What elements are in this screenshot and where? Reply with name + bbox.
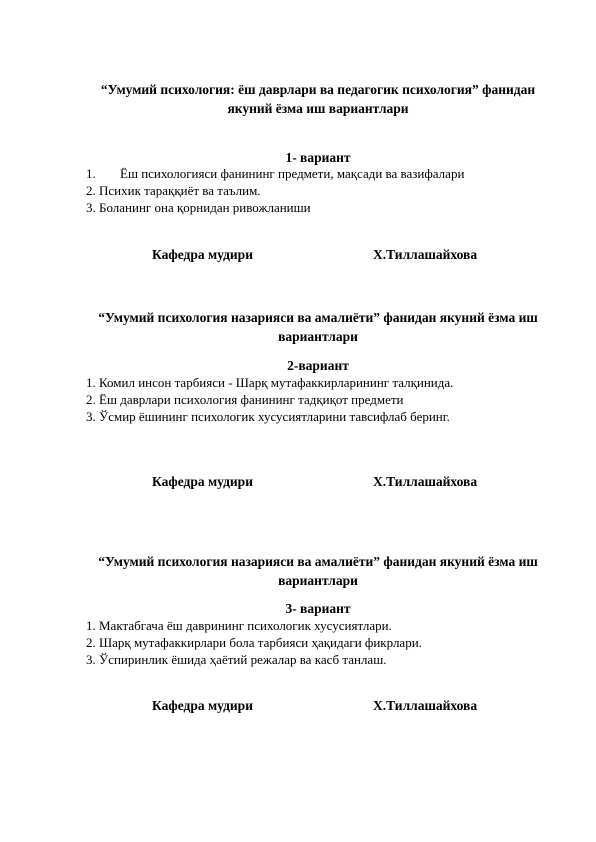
item-number: 2. — [86, 392, 96, 407]
item-text: Шарқ мутафаккирлари бола тарбияси ҳақидаги фикрлари. — [99, 635, 422, 650]
section-1-signature-name: Х.Тиллашайхова — [373, 247, 478, 262]
section-3-heading: 3- вариант — [285, 601, 351, 616]
item-number: 3. — [86, 200, 96, 215]
section-1-title: “Умумий психология: ёш даврлари ва педагогик психология” фанидан якуний ёзма иш вариантлари — [100, 82, 536, 116]
item-number: 1. — [86, 375, 96, 390]
section-1-item-1 — [86, 166, 566, 182]
item-text: Ўсмир ёшининг психологик хусусиятларини тавсифлаб беринг. — [99, 409, 450, 424]
item-text: Боланинг она қорнидан ривожланиши — [99, 200, 311, 215]
section-2-heading: 2-вариант — [287, 358, 349, 373]
section-2-signature-role: Кафедра мудири — [152, 474, 253, 489]
section-3-signature-name: Х.Тиллашайхова — [373, 698, 478, 713]
item-number: 3. — [86, 652, 96, 667]
section-3-item-3 — [86, 652, 566, 668]
section-2-item-3 — [86, 409, 566, 425]
item-number: 3. — [86, 409, 96, 424]
section-3-title: “Умумий психология назарияси ва амалиёти” фанидан якуний ёзма иш вариантлари — [98, 554, 538, 588]
item-number: 1. — [86, 166, 96, 181]
section-1-signature-role: Кафедра мудири — [152, 247, 253, 262]
item-text: Ёш даврлари психология фанининг тадқиқот предмети — [99, 392, 404, 407]
item-text: Мактабгача ёш даврининг психологик хусусиятлари. — [99, 618, 392, 633]
section-3-item-1 — [86, 618, 566, 634]
item-number: 1. — [86, 618, 96, 633]
section-1-item-2 — [86, 183, 566, 199]
section-2-title: “Умумий психология назарияси ва амалиёти” фанидан якуний ёзма иш вариантлари — [98, 310, 538, 344]
section-2-item-2 — [86, 392, 566, 408]
item-text: Психик тараққиёт ва таълим. — [95, 183, 261, 198]
section-1-item-3 — [86, 200, 566, 216]
item-text: Ёш психологияси фанининг предмети, мақсади ва вазифалари — [120, 166, 465, 181]
item-number: 2. — [86, 183, 96, 198]
item-text: Комил инсон тарбияси - Шарқ мутафаккирларининг талқинида. — [99, 375, 454, 390]
section-3-item-2 — [86, 635, 566, 651]
item-number: 2. — [86, 635, 96, 650]
section-2-signature-name: Х.Тиллашайхова — [373, 474, 478, 489]
section-1-heading: 1- вариант — [285, 150, 351, 165]
section-2-item-1 — [86, 375, 566, 391]
section-3-signature-role: Кафедра мудири — [152, 698, 253, 713]
item-text: Ўспиринлик ёшида ҳаётий режалар ва касб танлаш. — [99, 652, 387, 667]
